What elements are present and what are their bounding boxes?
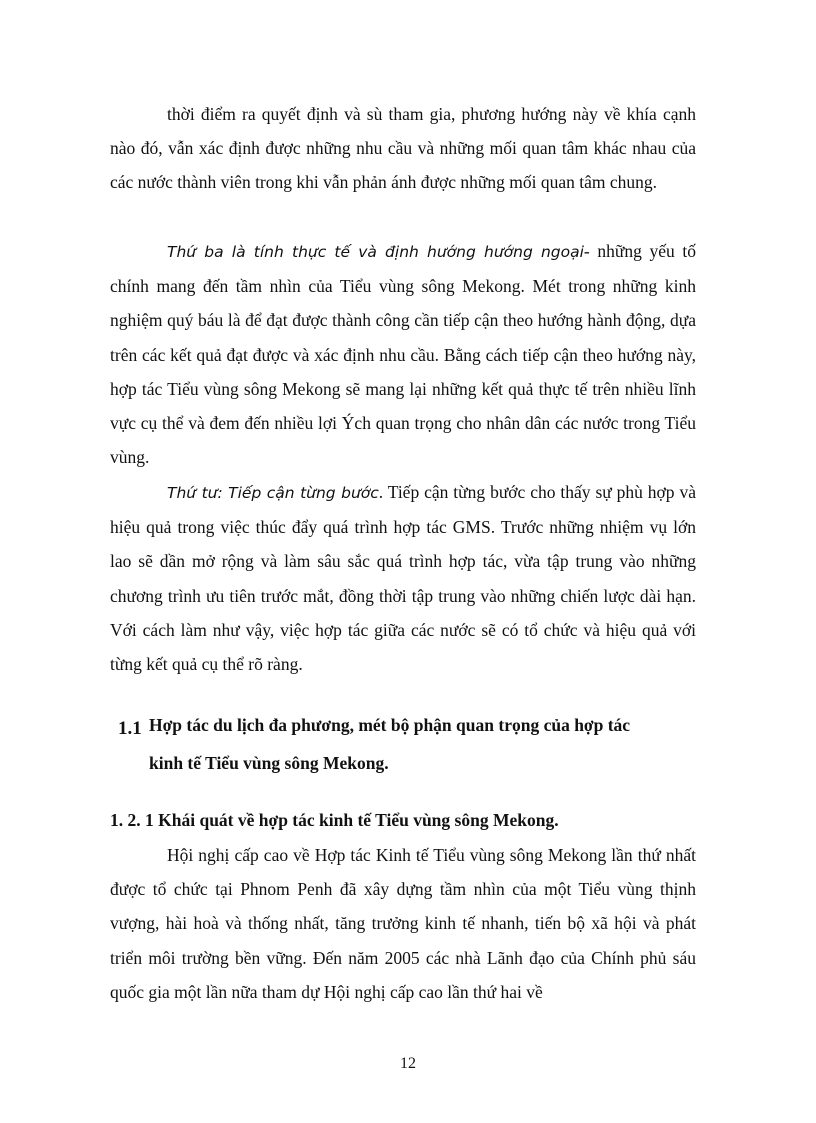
paragraph-text: Hội nghị cấp cao về Hợp tác Kinh tế Tiểu vùng sông Mekong lần thứ nhất được tổ chức tại Phnom Penh đã xây dựng tầm nhìn của một Tiểu vùng thịnh vượng, hài hoà và thống nhất, tăng trưởng kinh tế nhanh, tiến bộ xã hội và phát triển môi trường bền vững. Đến năm 2005 các nhà Lãnh đạo của Chính phủ sáu quốc gia một lần nữa tham dự Hội nghị cấp cao lần thứ hai về (110, 845, 696, 1002)
paragraph-continuation (110, 97, 696, 200)
page-number: 12 (400, 1055, 416, 1072)
paragraph-fourth-point (110, 475, 696, 681)
section-title-line1: Hợp tác du lịch đa phương, mét bộ phận quan trọng của hợp tác (149, 715, 631, 735)
section-heading-1-1 (118, 708, 698, 780)
paragraph-text: - những yếu tố chính mang đến tầm nhìn của Tiểu vùng sông Mekong. Mét trong những kinh nghiệm quý báu là để đạt được thành công cần tiếp cận theo hướng hành động, dựa trên các kết quả đạt được và xác định nhu cầu. Bằng cách tiếp cận theo hướng này, hợp tác Tiểu vùng sông Mekong sẽ mang lại những kết quả thực tế trên nhiều lĩnh vực cụ thể và đem đến nhiều lợi Ých quan trọng cho nhân dân các nước trong Tiểu vùng. (110, 241, 696, 468)
paragraph-third-point (110, 234, 696, 474)
paragraph-lead-italic: Thứ tư: Tiếp cận từng bước (167, 484, 379, 502)
paragraph-text: thời điểm ra quyết định và sù tham gia, phương hướng này về khía cạnh nào đó, vẫn xác định được những nhu cầu và những mối quan tâm khác nhau của các nước thành viên trong khi vẫn phản ánh được những mối quan tâm chung. (110, 104, 696, 193)
paragraph-lead-italic: Thứ ba là tính thực tế và định hướng hướng ngoại (167, 243, 584, 261)
paragraph-text: . Tiếp cận từng bước cho thấy sự phù hợp và hiệu quả trong việc thúc đẩy quá trình hợp tác GMS. Trước những nhiệm vụ lớn lao sẽ dần mở rộng và làm sâu sắc quá trình hợp tác, vừa tập trung vào những chương trình ưu tiên trước mắt, đồng thời tập trung vào những chiến lược dài hạn. Với cách làm như vậy, việc hợp tác giữa các nước sẽ có tổ chức và hiệu quả với từng kết quả cụ thể rõ ràng. (110, 482, 696, 675)
subsection-heading-1-2-1: 1. 2. 1 Khái quát về hợp tác kinh tế Tiểu vùng sông Mekong. (110, 810, 559, 830)
section-title-line2: kinh tế Tiểu vùng sông Mekong. (149, 753, 389, 773)
section-number: 1.1 (118, 718, 142, 739)
paragraph-summit (110, 838, 696, 1009)
